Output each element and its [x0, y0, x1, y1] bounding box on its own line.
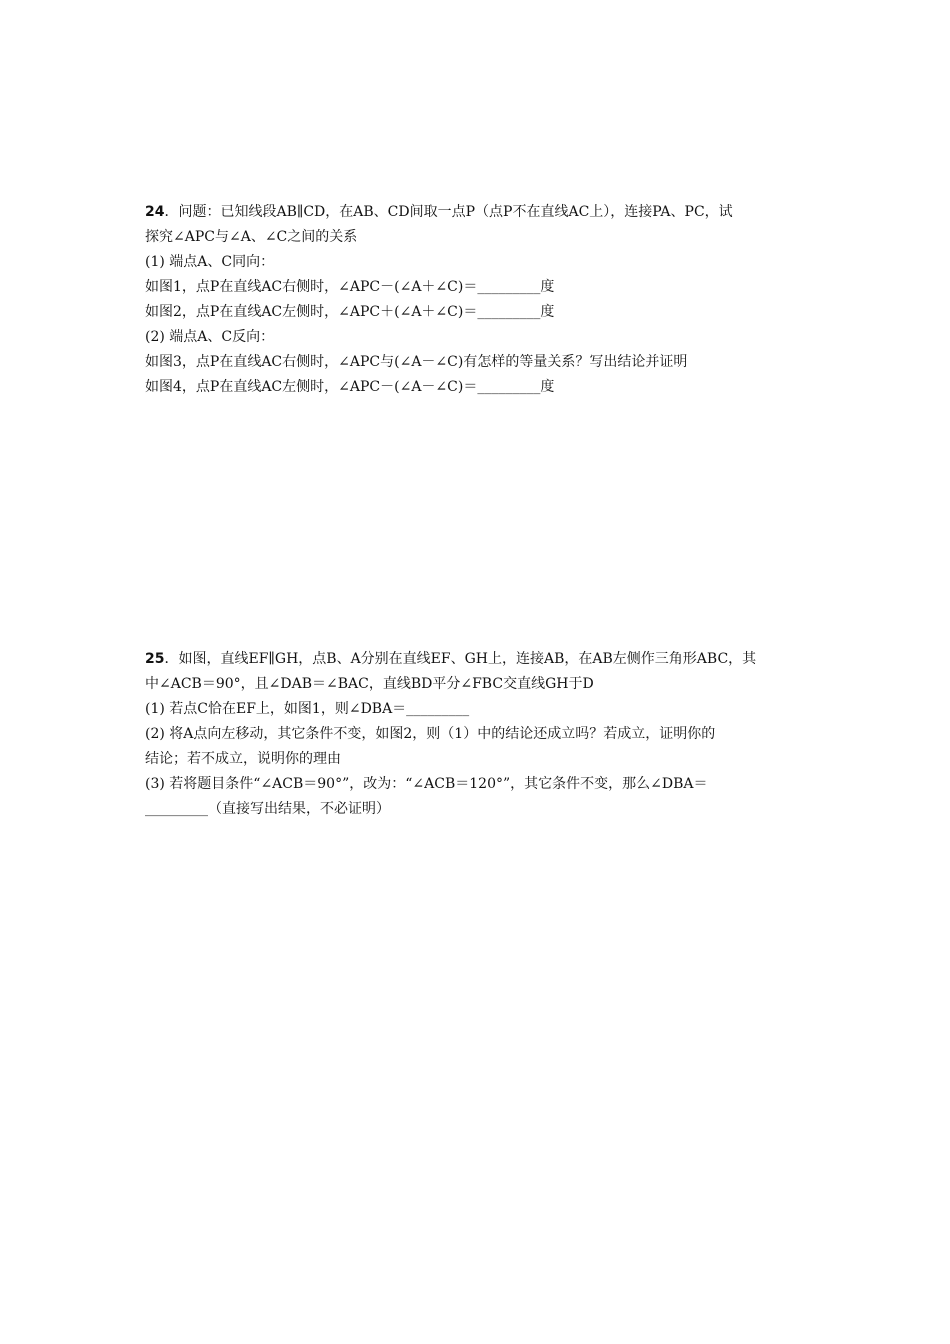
q25-part-3-line-1: (3) 若将题目条件“∠ACB＝90°”，改为：“∠ACB＝120°”，其它条件不变，那么∠DBA＝: [145, 776, 708, 792]
q24-figure-1: 如图1，点P在直线AC右侧时，∠APC－(∠A＋∠C)＝_________度: [145, 279, 555, 295]
q25-line-1-text: ．如图，直线EF∥GH，点B、A分别在直线EF、GH上，连接AB，在AB左侧作三角形ABC，其: [164, 651, 757, 667]
q24-line-1: [145, 200, 807, 225]
q25-part-2-line-2: 结论；若不成立，说明你的理由: [145, 751, 341, 767]
q24-part-2-heading: (2) 端点A、C反向：: [145, 329, 275, 345]
q25-line-1: [145, 647, 807, 672]
q24-number: 24: [145, 204, 165, 220]
q25-part-3-line-2: _________（直接写出结果，不必证明）: [145, 801, 390, 817]
q24-line-1-text: ．问题：已知线段AB∥CD，在AB、CD间取一点P（点P不在直线AC上），连接PA、PC，试: [164, 204, 733, 220]
question-24: [145, 200, 807, 400]
q24-line-2: 探究∠APC与∠A、∠C之间的关系: [145, 229, 358, 245]
q25-line-2: 中∠ACB＝90°，且∠DAB＝∠BAC，直线BD平分∠FBC交直线GH于D: [145, 676, 594, 692]
q25-part-2-line-1: (2) 将A点向左移动，其它条件不变，如图2，则（1）中的结论还成立吗？若成立，证明你的: [145, 726, 716, 742]
q24-figure-2: 如图2，点P在直线AC左侧时，∠APC＋(∠A＋∠C)＝_________度: [145, 304, 555, 320]
q24-figure-4: 如图4，点P在直线AC左侧时，∠APC－(∠A－∠C)＝_________度: [145, 379, 555, 395]
q24-part-1-heading: (1) 端点A、C同向：: [145, 254, 275, 270]
question-25: [145, 647, 807, 822]
q24-figure-3: 如图3，点P在直线AC右侧时，∠APC与(∠A－∠C)有怎样的等量关系？写出结论并证明: [145, 354, 688, 370]
q25-number: 25: [145, 651, 165, 667]
q25-part-1: (1) 若点C恰在EF上，如图1，则∠DBA＝_________: [145, 701, 470, 717]
